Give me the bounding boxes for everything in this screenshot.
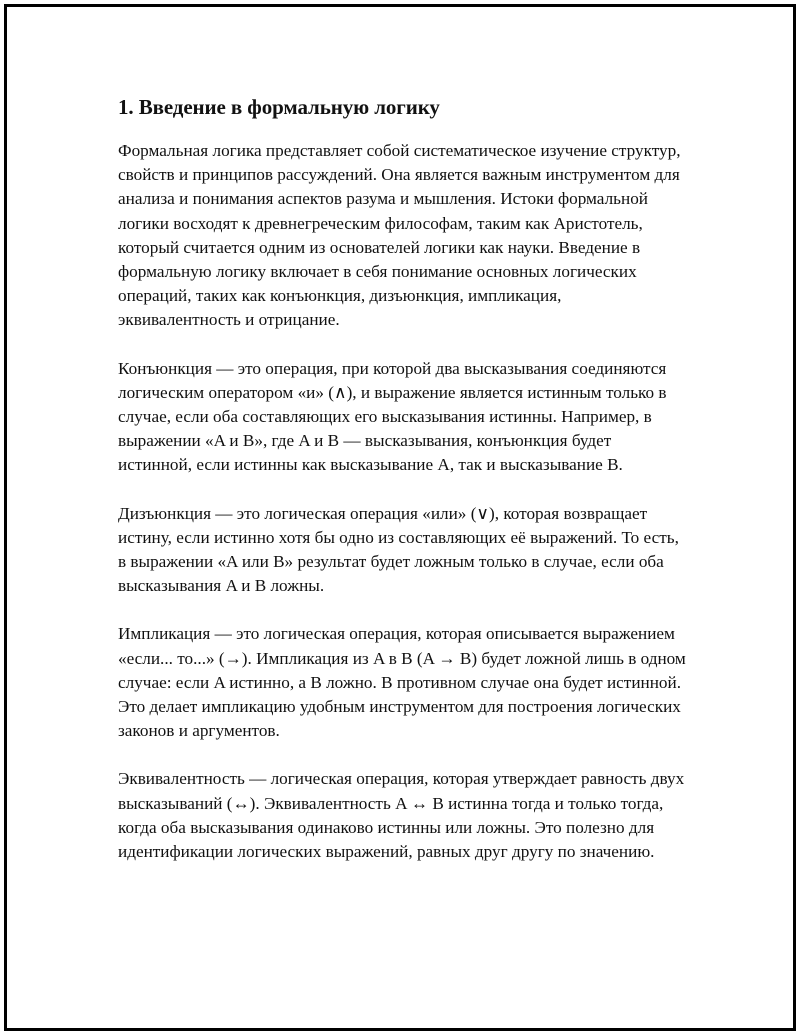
- section-heading: 1. Введение в формальную логику: [118, 95, 440, 119]
- document-body: [118, 94, 688, 888]
- paragraph-implication: Импликация — это логическая операция, которая описывается выражением «если... то...» (→). Импликация из A в B (A → B) будет ложной лишь в одном случае: если A истинно, а B ложно. В противном случае она будет истинной. Это делает импликацию удобным инструментом для построения логических законов и аргументов.: [118, 624, 686, 741]
- paragraph-conjunction: Конъюнкция — это операция, при которой два высказывания соединяются логическим оператором «и» (∧), и выражение является истинным только в случае, если оба составляющих его высказывания истинны. Например, в выражении «A и B», где A и B — высказывания, конъюнкция будет истинной, если истинны как высказывание A, так и высказывание B.: [118, 358, 667, 475]
- paragraph-intro: Формальная логика представляет собой систематическое изучение структур, свойств и принципов рассуждений. Она является важным инструментом для анализа и понимания аспектов разума и мышления. Истоки формальной логики восходят к древнегреческим философам, таким как Аристотель, который считается одним из основателей логики как науки. Введение в формальную логику включает в себя понимание основных логических операций, таких как конъюнкция, дизъюнкция, импликация, эквивалентность и отрицание.: [118, 141, 681, 330]
- paragraph-equivalence: Эквивалентность — логическая операция, которая утверждает равность двух высказываний (↔). Эквивалентность A ↔ B истинна тогда и только тогда, когда оба высказывания одинаково истинны или ложны. Это полезно для идентификации логических выражений, равных друг другу по значению.: [118, 769, 685, 862]
- paragraph-disjunction: Дизъюнкция — это логическая операция «или» (∨), которая возвращает истину, если истинно хотя бы одно из составляющих её выражений. То есть, в выражении «A или B» результат будет ложным только в случае, если оба высказывания A и B ложны.: [118, 503, 679, 596]
